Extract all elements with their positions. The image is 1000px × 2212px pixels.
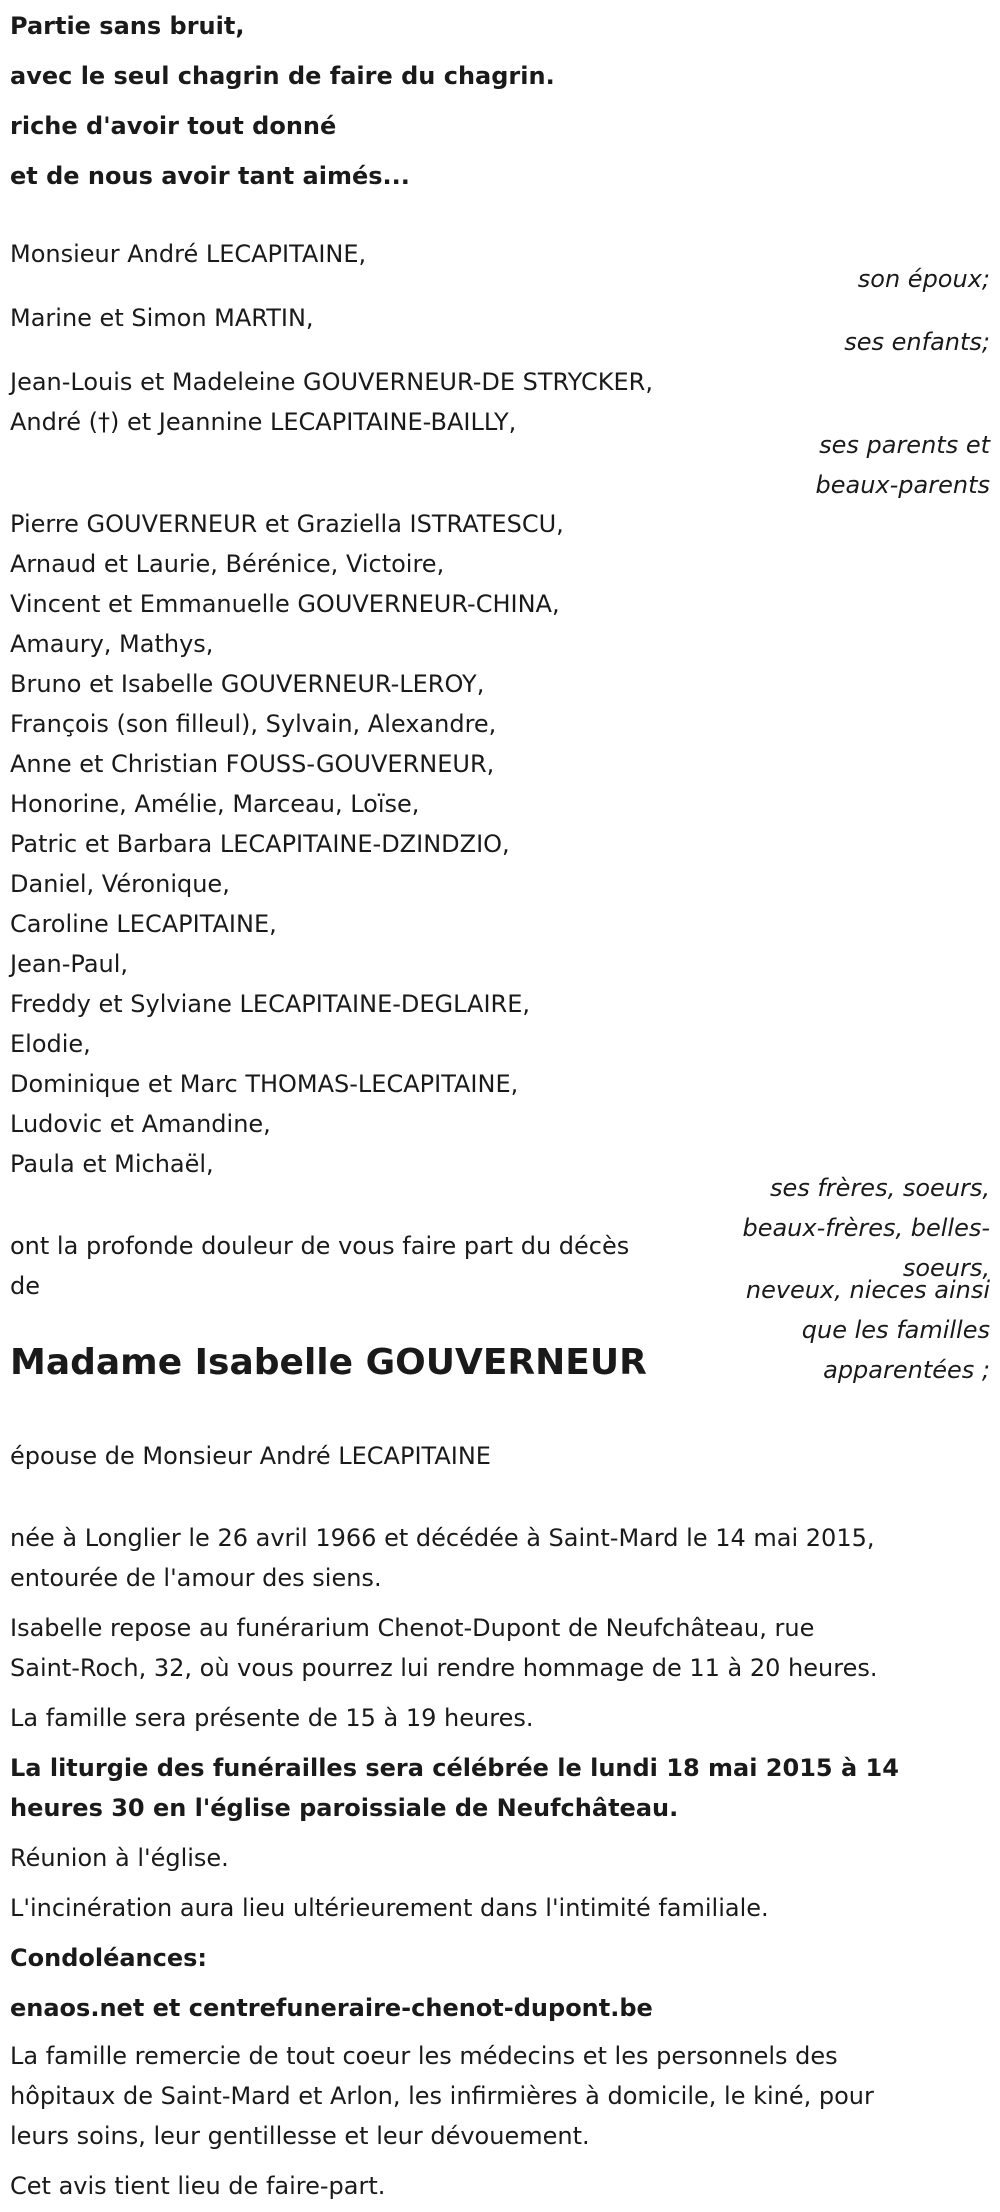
announcement-line-1: ont la profonde douleur de vous faire part du décès (10, 1232, 630, 1260)
thanks-line-1: La famille remercie de tout coeur les médecins et les personnels des (10, 2042, 838, 2070)
birth-death-line-1: née à Longlier le 26 avril 1966 et décédée à Saint-Mard le 14 mai 2015, (10, 1524, 875, 1552)
children-names: Marine et Simon MARTIN, (10, 304, 314, 332)
poem-line: Partie sans bruit, (10, 12, 245, 40)
announcement-line-2: de (10, 1272, 40, 1300)
sibling-line: Amaury, Mathys, (10, 630, 214, 658)
poem-line: avec le seul chagrin de faire du chagrin. (10, 62, 555, 90)
spouse-line: épouse de Monsieur André LECAPITAINE (10, 1442, 491, 1470)
sibling-line: Patric et Barbara LECAPITAINE-DZINDZIO, (10, 830, 510, 858)
funerarium-line-2: Saint-Roch, 32, où vous pourrez lui rendre hommage de 11 à 20 heures. (10, 1654, 878, 1682)
siblings-list (10, 504, 564, 1184)
extended-role-2: que les familles (801, 1316, 990, 1344)
sibling-line: Jean-Paul, (10, 950, 129, 978)
poem-line: et de nous avoir tant aimés... (10, 162, 410, 190)
husband-name: Monsieur André LECAPITAINE, (10, 240, 367, 268)
incineration-line: L'incinération aura lieu ultérieurement dans l'intimité familiale. (10, 1894, 769, 1922)
sibling-line: Daniel, Véronique, (10, 870, 230, 898)
family-presence: La famille sera présente de 15 à 19 heures. (10, 1704, 534, 1732)
children-role: ses enfants; (844, 328, 990, 356)
sibling-line: Caroline LECAPITAINE, (10, 910, 277, 938)
sibling-line: Paula et Michaël, (10, 1150, 214, 1178)
sibling-line: Freddy et Sylviane LECAPITAINE-DEGLAIRE, (10, 990, 531, 1018)
sibling-line: Dominique et Marc THOMAS-LECAPITAINE, (10, 1070, 519, 1098)
sibling-line: Honorine, Amélie, Marceau, Loïse, (10, 790, 420, 818)
siblings-role-1: ses frères, soeurs, (769, 1174, 990, 1202)
sibling-line: Pierre GOUVERNEUR et Graziella ISTRATESCU, (10, 510, 564, 538)
parents-role-1: ses parents et (819, 431, 990, 459)
condolences-sites: enaos.net et centrefuneraire-chenot-dupont.be (10, 1994, 653, 2022)
liturgy-line-2: heures 30 en l'église paroissiale de Neufchâteau. (10, 1794, 679, 1822)
sibling-line: Elodie, (10, 1030, 91, 1058)
poem-line: riche d'avoir tout donné (10, 112, 337, 140)
parents-line-2: André (†) et Jeannine LECAPITAINE-BAILLY, (10, 408, 517, 436)
liturgy-line-1: La liturgie des funérailles sera célébrée le lundi 18 mai 2015 à 14 (10, 1754, 899, 1782)
condolences-label: Condoléances: (10, 1944, 208, 1972)
thanks-line-2: hôpitaux de Saint-Mard et Arlon, les infirmières à domicile, le kiné, pour (10, 2082, 874, 2110)
extended-role-3: apparentées ; (823, 1356, 990, 1384)
husband-role: son époux; (857, 265, 990, 293)
reunion-line: Réunion à l'église. (10, 1844, 229, 1872)
siblings-role-2: beaux-frères, belles- (742, 1214, 990, 1242)
thanks-line-3: leurs soins, leur gentillesse et leur dévouement. (10, 2122, 590, 2150)
sibling-line: Vincent et Emmanuelle GOUVERNEUR-CHINA, (10, 590, 560, 618)
extended-role-1: neveux, nieces ainsi (745, 1276, 990, 1304)
deceased-name: Madame Isabelle GOUVERNEUR (10, 1342, 647, 1383)
funerarium-line-1: Isabelle repose au funérarium Chenot-Dupont de Neufchâteau, rue (10, 1614, 815, 1642)
sibling-line: François (son filleul), Sylvain, Alexandre, (10, 710, 497, 738)
sibling-line: Arnaud et Laurie, Bérénice, Victoire, (10, 550, 445, 578)
sibling-line: Ludovic et Amandine, (10, 1110, 271, 1138)
parents-line-1: Jean-Louis et Madeleine GOUVERNEUR-DE STRYCKER, (10, 368, 653, 396)
sibling-line: Anne et Christian FOUSS-GOUVERNEUR, (10, 750, 495, 778)
parents-role-2: beaux-parents (815, 471, 990, 499)
siblings-role-3: soeurs, (902, 1254, 990, 1282)
closing-line: Cet avis tient lieu de faire-part. (10, 2172, 386, 2200)
sibling-line: Bruno et Isabelle GOUVERNEUR-LEROY, (10, 670, 485, 698)
birth-death-line-2: entourée de l'amour des siens. (10, 1564, 382, 1592)
